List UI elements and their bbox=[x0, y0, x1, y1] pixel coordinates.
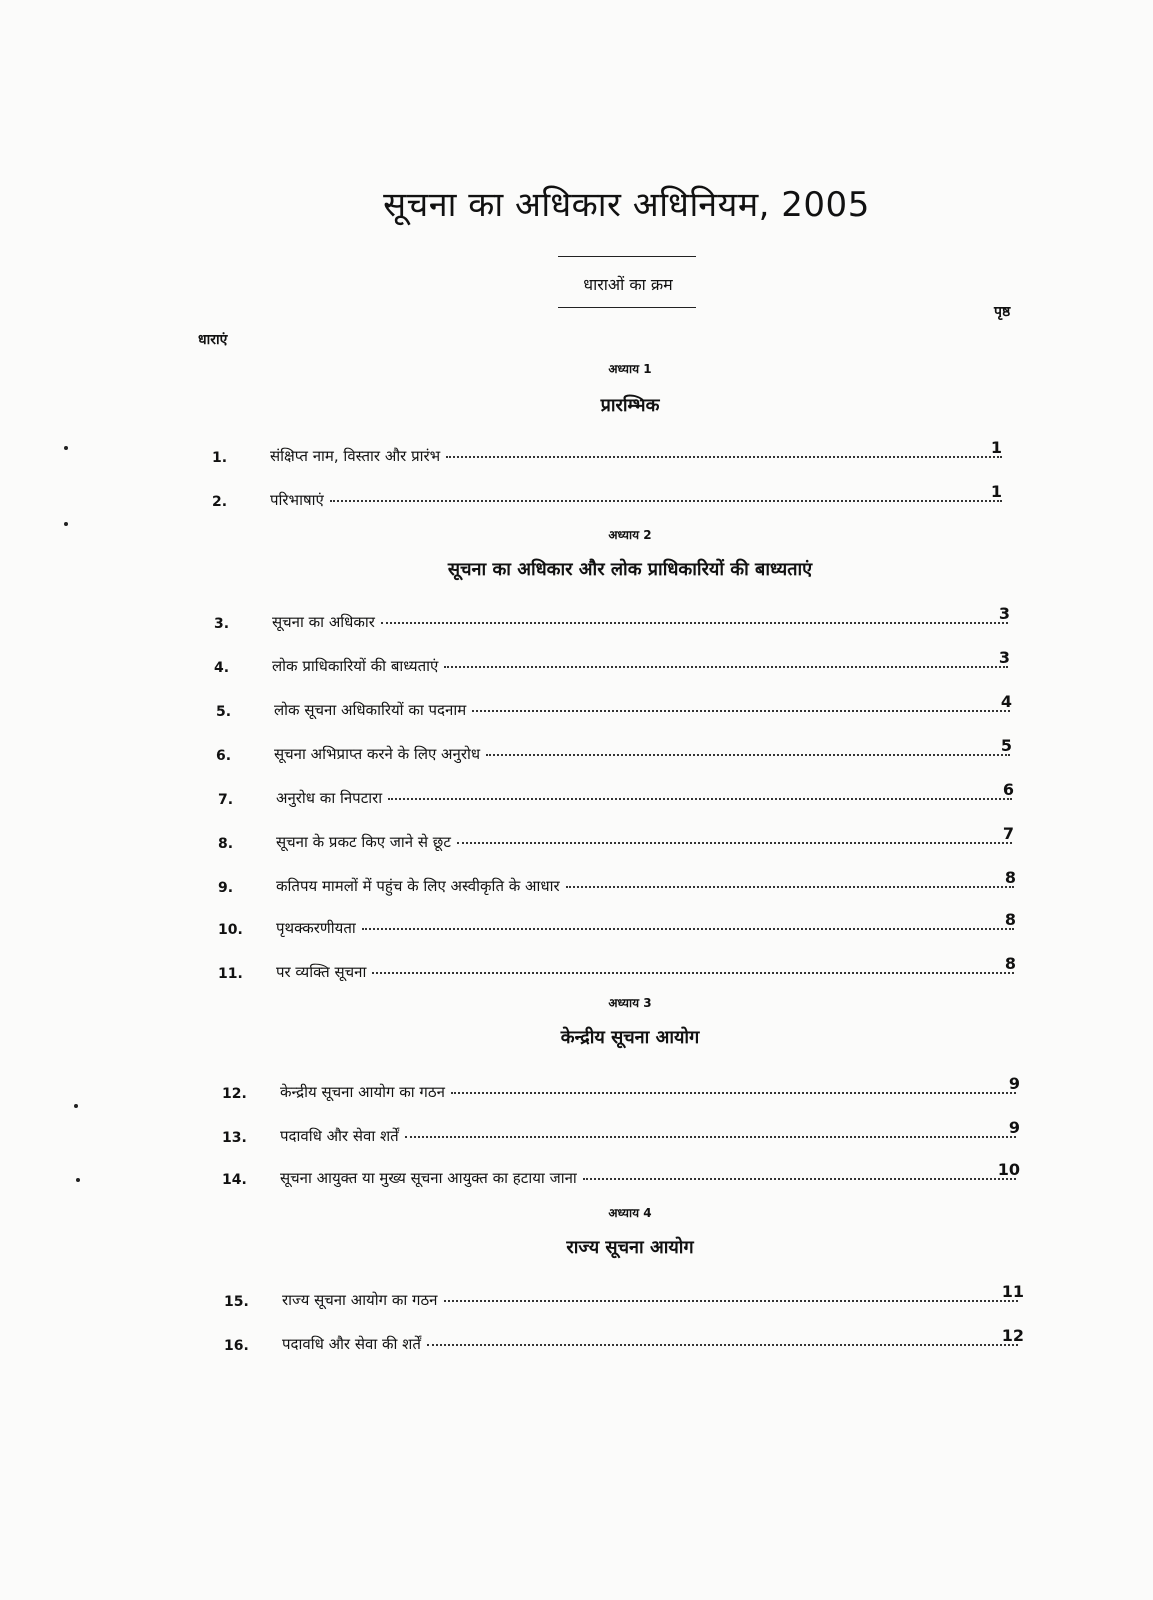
page-number: 1 bbox=[990, 482, 1002, 501]
dot-leader bbox=[427, 1344, 1018, 1346]
dot-leader bbox=[457, 842, 1012, 844]
section-entry bbox=[276, 876, 1014, 896]
toc-row bbox=[218, 780, 1024, 812]
section-title: परिभाषाएं bbox=[270, 491, 324, 509]
section-number: 13. bbox=[222, 1130, 247, 1146]
page-number: 3 bbox=[998, 648, 1010, 667]
section-number: 9. bbox=[218, 880, 234, 896]
dot-leader bbox=[405, 1136, 1016, 1138]
section-entry bbox=[280, 1126, 1016, 1146]
chapter-number: अध्याय 1 bbox=[608, 362, 652, 376]
scan-speck bbox=[74, 1104, 78, 1108]
page-number: 6 bbox=[1002, 780, 1014, 799]
page-number: 4 bbox=[1000, 692, 1012, 711]
section-entry bbox=[282, 1334, 1018, 1354]
page-number: 1 bbox=[990, 438, 1002, 457]
toc-row bbox=[216, 692, 1022, 724]
page-number: 11 bbox=[1001, 1282, 1024, 1301]
section-title: संक्षिप्त नाम, विस्तार और प्रारंभ bbox=[270, 447, 441, 465]
toc-row bbox=[222, 1160, 1030, 1192]
page-number: 5 bbox=[1000, 736, 1012, 755]
scan-speck bbox=[76, 1178, 80, 1182]
section-number: 14. bbox=[222, 1172, 247, 1188]
dot-leader bbox=[362, 928, 1014, 930]
section-entry bbox=[276, 832, 1012, 852]
document-title: सूचना का अधिकार अधिनियम, 2005 bbox=[383, 185, 870, 225]
section-entry bbox=[282, 1290, 1018, 1310]
section-number: 15. bbox=[224, 1294, 249, 1310]
section-title: सूचना का अधिकार bbox=[272, 613, 375, 631]
chapter-number: अध्याय 4 bbox=[608, 1206, 652, 1220]
section-entry bbox=[280, 1168, 1016, 1188]
section-entry bbox=[276, 788, 1012, 808]
page-number: 8 bbox=[1004, 868, 1016, 887]
section-entry bbox=[272, 612, 1008, 632]
page-number: 9 bbox=[1008, 1074, 1020, 1093]
dot-leader bbox=[451, 1092, 1016, 1094]
section-number: 11. bbox=[218, 966, 243, 982]
page-number: 12 bbox=[1001, 1326, 1024, 1345]
chapter-title: प्रारम्भिक bbox=[600, 395, 660, 416]
section-entry bbox=[276, 962, 1014, 982]
toc-row bbox=[214, 648, 1020, 680]
page-column-heading: पृष्ठ bbox=[994, 304, 1011, 320]
dot-leader bbox=[444, 1300, 1019, 1302]
section-entry bbox=[274, 744, 1010, 764]
dot-leader bbox=[381, 622, 1008, 624]
chapter-number: अध्याय 2 bbox=[608, 528, 652, 542]
section-title: पदावधि और सेवा शर्तें bbox=[280, 1127, 399, 1145]
toc-row bbox=[218, 824, 1024, 856]
section-title: लोक प्राधिकारियों की बाध्यताएं bbox=[272, 657, 439, 675]
toc-row bbox=[216, 736, 1022, 768]
chapter-heading bbox=[300, 994, 960, 1049]
chapter-title: केन्द्रीय सूचना आयोग bbox=[560, 1027, 700, 1048]
toc-row bbox=[218, 868, 1026, 900]
toc-row bbox=[222, 1118, 1030, 1150]
chapter-heading bbox=[300, 360, 960, 417]
section-title: लोक सूचना अधिकारियों का पदनाम bbox=[274, 701, 467, 719]
dot-leader bbox=[583, 1178, 1016, 1180]
page-number: 10 bbox=[997, 1160, 1020, 1179]
dot-leader bbox=[486, 754, 1010, 756]
dot-leader bbox=[566, 886, 1014, 888]
toc-row bbox=[224, 1326, 1034, 1358]
section-entry bbox=[280, 1082, 1016, 1102]
section-number: 3. bbox=[214, 616, 230, 632]
scan-speck bbox=[64, 446, 68, 450]
section-number: 2. bbox=[212, 494, 228, 510]
chapter-title: राज्य सूचना आयोग bbox=[566, 1237, 694, 1258]
section-entry bbox=[276, 918, 1014, 938]
section-number: 12. bbox=[222, 1086, 247, 1102]
section-title: अनुरोध का निपटारा bbox=[276, 789, 383, 807]
page-number: 3 bbox=[998, 604, 1010, 623]
section-number: 8. bbox=[218, 836, 234, 852]
dot-leader bbox=[388, 798, 1012, 800]
section-number: 7. bbox=[218, 792, 234, 808]
scan-speck bbox=[64, 522, 68, 526]
section-entry bbox=[274, 700, 1010, 720]
section-title: कतिपय मामलों में पहुंच के लिए अस्वीकृति के आधार bbox=[276, 877, 560, 895]
section-title: राज्य सूचना आयोग का गठन bbox=[282, 1291, 438, 1309]
dot-leader bbox=[372, 972, 1014, 974]
section-entry bbox=[270, 446, 1002, 466]
toc-row bbox=[212, 482, 1012, 514]
subtitle: धाराओं का क्रम bbox=[583, 275, 673, 294]
section-entry bbox=[272, 656, 1008, 676]
section-title: पर व्यक्ति सूचना bbox=[276, 963, 367, 981]
chapter-title: सूचना का अधिकार और लोक प्राधिकारियों की बाध्यताएं bbox=[447, 559, 813, 580]
page-number: 9 bbox=[1008, 1118, 1020, 1137]
chapter-number: अध्याय 3 bbox=[608, 996, 652, 1010]
toc-row bbox=[218, 954, 1026, 986]
dot-leader bbox=[330, 500, 1002, 502]
section-title: पदावधि और सेवा की शर्तें bbox=[282, 1335, 421, 1353]
section-number: 16. bbox=[224, 1338, 249, 1354]
section-title: सूचना के प्रकट किए जाने से छूट bbox=[276, 833, 451, 851]
section-title: केन्द्रीय सूचना आयोग का गठन bbox=[280, 1083, 445, 1101]
subtitle-block bbox=[558, 256, 698, 308]
subtitle-bottom-rule bbox=[558, 307, 696, 308]
page-number: 7 bbox=[1002, 824, 1014, 843]
page-number: 8 bbox=[1004, 954, 1016, 973]
section-title: सूचना अभिप्राप्त करने के लिए अनुरोध bbox=[274, 745, 481, 763]
toc-row bbox=[214, 604, 1020, 636]
section-number: 1. bbox=[212, 450, 228, 466]
section-number: 4. bbox=[214, 660, 230, 676]
section-number: 6. bbox=[216, 748, 232, 764]
section-title: पृथक्करणीयता bbox=[276, 919, 356, 937]
section-entry bbox=[270, 490, 1002, 510]
chapter-heading bbox=[300, 526, 960, 581]
toc-row bbox=[224, 1282, 1034, 1314]
section-title: सूचना आयुक्त या मुख्य सूचना आयुक्त का हटाया जाना bbox=[280, 1169, 577, 1187]
page-number: 8 bbox=[1004, 910, 1016, 929]
toc-row bbox=[212, 438, 1012, 470]
dot-leader bbox=[444, 666, 1008, 668]
section-number: 5. bbox=[216, 704, 232, 720]
sections-column-heading: धाराएं bbox=[198, 332, 228, 348]
dot-leader bbox=[446, 456, 1002, 458]
dot-leader bbox=[472, 710, 1010, 712]
section-number: 10. bbox=[218, 922, 243, 938]
chapter-heading bbox=[300, 1204, 960, 1259]
toc-row bbox=[218, 910, 1026, 942]
toc-row bbox=[222, 1074, 1030, 1106]
